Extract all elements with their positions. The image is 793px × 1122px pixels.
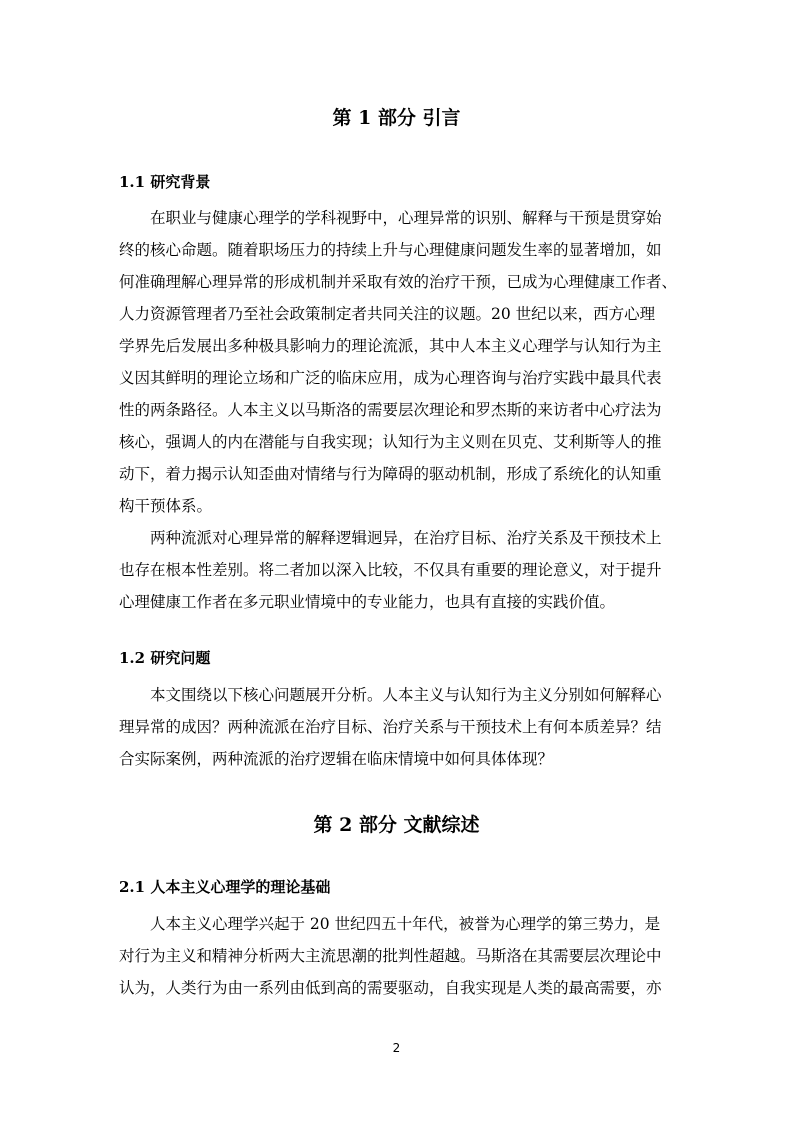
paragraph-line: 两种流派对心理异常的解释逻辑迥异，在治疗目标、治疗关系及干预技术上 — [150, 529, 662, 547]
paragraph-line: 动下，着力揭示认知歪曲对情绪与行为障碍的驱动机制，形成了系统化的认知重 — [119, 465, 662, 483]
chapter-1-title: 第 1 部分 引言 — [332, 107, 461, 129]
section-1-2-title: 1.2 研究问题 — [119, 649, 211, 667]
section-1-1-title: 1.1 研究背景 — [119, 173, 211, 191]
paragraph-line: 核心，强调人的内在潜能与自我实现；认知行为主义则在贝克、艾利斯等人的推 — [119, 433, 662, 451]
chapter-2-title: 第 2 部分 文献综述 — [313, 814, 480, 836]
paragraph-line: 义因其鲜明的理论立场和广泛的临床应用，成为心理咨询与治疗实践中最具代表 — [119, 369, 662, 387]
paragraph-line: 性的两条路径。人本主义以马斯洛的需要层次理论和罗杰斯的来访者中心疗法为 — [119, 401, 662, 419]
paragraph-line: 学界先后发展出多种极具影响力的理论流派，其中人本主义心理学与认知行为主 — [119, 337, 662, 355]
page-number: 2 — [392, 1041, 401, 1055]
paragraph-line: 在职业与健康心理学的学科视野中，心理异常的识别、解释与干预是贯穿始 — [150, 209, 662, 227]
paragraph-line: 构干预体系。 — [119, 497, 213, 515]
paragraph-line: 人本主义心理学兴起于 20 世纪四五十年代，被誉为心理学的第三势力，是 — [150, 915, 661, 933]
paragraph-line: 认为，人类行为由一系列由低到高的需要驱动，自我实现是人类的最高需要，亦 — [119, 979, 662, 997]
paragraph-line: 对行为主义和精神分析两大主流思潮的批判性超越。马斯洛在其需要层次理论中 — [119, 947, 662, 965]
paragraph-line: 合实际案例，两种流派的治疗逻辑在临床情境中如何具体体现？ — [119, 750, 554, 768]
paragraph-line: 何准确理解心理异常的形成机制并采取有效的治疗干预，已成为心理健康工作者、 — [119, 273, 678, 291]
paragraph-line: 本文围绕以下核心问题展开分析。人本主义与认知行为主义分别如何解释心 — [150, 686, 662, 704]
paragraph-line: 心理健康工作者在多元职业情境中的专业能力，也具有直接的实践价值。 — [119, 593, 616, 611]
paragraph-line: 也存在根本性差别。将二者加以深入比较，不仅具有重要的理论意义，对于提升 — [119, 561, 662, 579]
paragraph-line: 理异常的成因？两种流派在治疗目标、治疗关系与干预技术上有何本质差异？结 — [119, 718, 662, 736]
section-2-1-title: 2.1 人本主义心理学的理论基础 — [119, 878, 331, 896]
paragraph-line: 终的核心命题。随着职场压力的持续上升与心理健康问题发生率的显著增加，如 — [119, 241, 662, 259]
paragraph-line: 人力资源管理者乃至社会政策制定者共同关注的议题。20 世纪以来，西方心理 — [119, 305, 656, 323]
